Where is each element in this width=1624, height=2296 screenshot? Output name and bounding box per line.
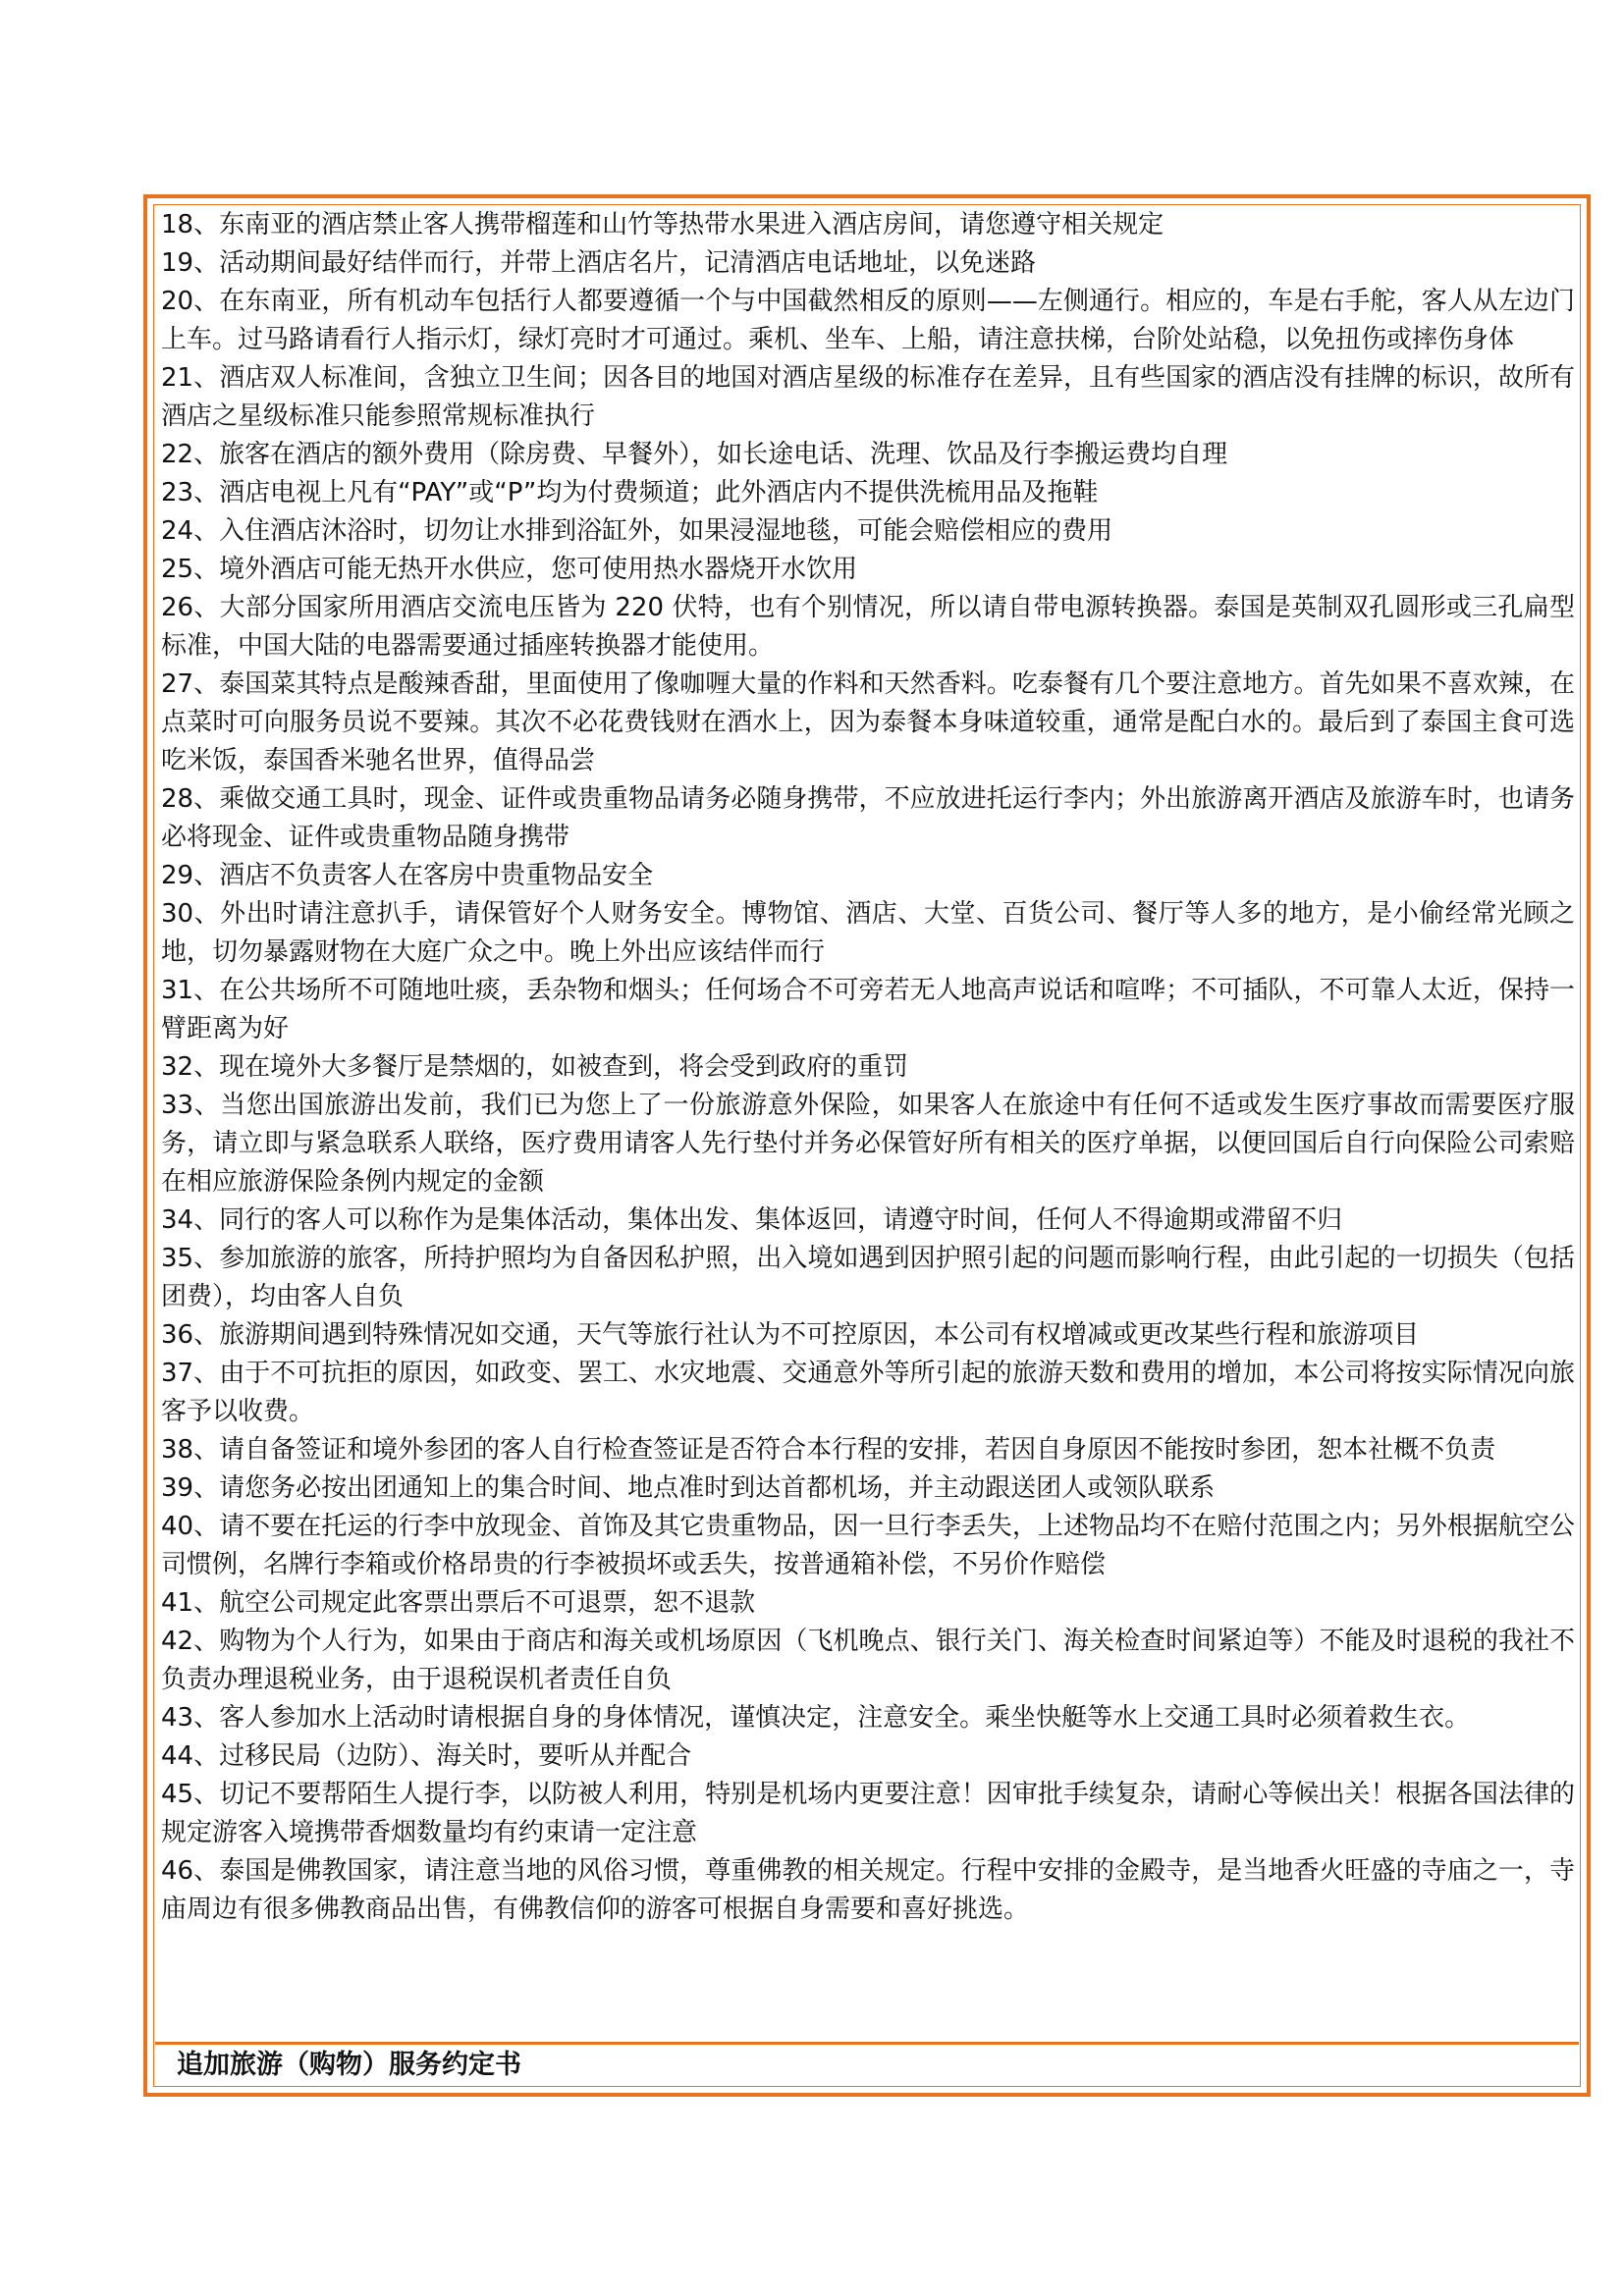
notice-item-38: 38、请自备签证和境外参团的客人自行检查签证是否符合本行程的安排，若因自身原因不能按时参团，恕本社概不负责 — [161, 1435, 1496, 1465]
notice-item-32: 32、现在境外大多餐厅是禁烟的，如被查到，将会受到政府的重罚 — [161, 1052, 909, 1082]
notice-item-39: 39、请您务必按出团通知上的集合时间、地点准时到达首都机场，并主动跟送团人或领队联系 — [161, 1473, 1216, 1503]
notice-item-44: 44、过移民局（边防）、海关时，要听从并配合 — [161, 1741, 692, 1771]
notice-item-28: 28、乘做交通工具时，现金、证件或贵重物品请务必随身携带，不应放进托运行李内；外出旅游离开酒店及旅游车时，也请务必将现金、证件或贵重物品随身携带 — [161, 784, 1575, 852]
notice-item-43: 43、客人参加水上活动时请根据自身的身体情况，谨慎决定，注意安全。乘坐快艇等水上交通工具时必须着救生衣。 — [161, 1703, 1471, 1733]
notice-item-45: 45、切记不要帮陌生人提行李，以防被人利用，特别是机场内更要注意！因审批手续复杂，请耐心等候出关！根据各国法律的规定游客入境携带香烟数量均有约束请一定注意 — [161, 1780, 1575, 1847]
notice-item-34: 34、同行的客人可以称作为是集体活动，集体出发、集体返回，请遵守时间，任何人不得逾期或滞留不归 — [161, 1205, 1343, 1235]
notice-item-23: 23、酒店电视上凡有“PAY”或“P”均为付费频道；此外酒店内不提供洗梳用品及拖鞋 — [161, 478, 1099, 507]
footer-divider — [155, 2042, 1579, 2045]
notice-item-31: 31、在公共场所不可随地吐痰，丢杂物和烟头；任何场合不可旁若无人地高声说话和喧哗；不可插队，不可靠人太近，保持一臂距离为好 — [161, 976, 1575, 1043]
notice-item-20: 20、在东南亚，所有机动车包括行人都要遵循一个与中国截然相反的原则——左侧通行。相应的，车是右手舵，客人从左边门上车。过马路请看行人指示灯，绿灯亮时才可通过。乘机、坐车、上船，请注意扶梯，台阶处站稳，以免扭伤或摔伤身体 — [161, 287, 1575, 354]
service-agreement-title: 追加旅游（购物）服务约定书 — [177, 2050, 521, 2080]
notice-item-35: 35、参加旅游的旅客，所持护照均为自备因私护照，出入境如遇到因护照引起的问题而影响行程，由此引起的一切损失（包括团费），均由客人自负 — [161, 1244, 1575, 1311]
notice-item-37: 37、由于不可抗拒的原因，如政变、罢工、水灾地震、交通意外等所引起的旅游天数和费用的增加，本公司将按实际情况向旅客予以收费。 — [161, 1359, 1575, 1426]
notice-item-40: 40、请不要在托运的行李中放现金、首饰及其它贵重物品，因一旦行李丢失，上述物品均不在赔付范围之内；另外根据航空公司惯例，名牌行李箱或价格昂贵的行李被损坏或丢失，按普通箱补偿，不另价作赔偿 — [161, 1512, 1575, 1579]
notice-box — [143, 194, 1591, 2097]
notice-item-25: 25、境外酒店可能无热开水供应，您可使用热水器烧开水饮用 — [161, 555, 858, 584]
notice-item-27: 27、泰国菜其特点是酸辣香甜，里面使用了像咖喱大量的作料和天然香料。吃泰餐有几个要注意地方。首先如果不喜欢辣，在点菜时可向服务员说不要辣。其次不必花费钱财在酒水上，因为泰餐本身味道较重，通常是配白水的。最后到了泰国主食可选吃米饭，泰国香米驰名世界，值得品尝 — [161, 669, 1575, 775]
notice-item-36: 36、旅游期间遇到特殊情况如交通，天气等旅行社认为不可控原因，本公司有权增减或更改某些行程和旅游项目 — [161, 1320, 1420, 1350]
notice-item-22: 22、旅客在酒店的额外费用（除房费、早餐外），如长途电话、洗理、饮品及行李搬运费均自理 — [161, 440, 1228, 469]
notice-list — [161, 206, 1575, 1929]
notice-item-30: 30、外出时请注意扒手，请保管好个人财务安全。博物馆、酒店、大堂、百货公司、餐厅等人多的地方，是小偷经常光顾之地，切勿暴露财物在大庭广众之中。晚上外出应该结伴而行 — [161, 899, 1575, 967]
notice-item-29: 29、酒店不负责客人在客房中贵重物品安全 — [161, 861, 654, 890]
notice-item-19: 19、活动期间最好结伴而行，并带上酒店名片，记清酒店电话地址，以免迷路 — [161, 248, 1037, 278]
notice-item-24: 24、入住酒店沐浴时，切勿让水排到浴缸外，如果浸湿地毯，可能会赔偿相应的费用 — [161, 516, 1113, 546]
notice-item-42: 42、购物为个人行为，如果由于商店和海关或机场原因（飞机晚点、银行关门、海关检查时间紧迫等）不能及时退税的我社不负责办理退税业务，由于退税误机者责任自负 — [161, 1627, 1575, 1694]
notice-item-33: 33、当您出国旅游出发前，我们已为您上了一份旅游意外保险，如果客人在旅途中有任何不适或发生医疗事故而需要医疗服务，请立即与紧急联系人联络，医疗费用请客人先行垫付并务必保管好所有相关的医疗单据，以便回国后自行向保险公司索赔在相应旅游保险条例内规定的金额 — [161, 1091, 1575, 1197]
notice-item-21: 21、酒店双人标准间，含独立卫生间；因各目的地国对酒店星级的标准存在差异，且有些国家的酒店没有挂牌的标识，故所有酒店之星级标准只能参照常规标准执行 — [161, 363, 1575, 431]
notice-item-46: 46、泰国是佛教国家，请注意当地的风俗习惯，尊重佛教的相关规定。行程中安排的金殿寺，是当地香火旺盛的寺庙之一，寺庙周边有很多佛教商品出售，有佛教信仰的游客可根据自身需要和喜好挑选。 — [161, 1856, 1575, 1924]
notice-item-26: 26、大部分国家所用酒店交流电压皆为 220 伏特，也有个别情况，所以请自带电源转换器。泰国是英制双孔圆形或三孔扁型标准，中国大陆的电器需要通过插座转换器才能使用。 — [161, 593, 1575, 661]
notice-item-18: 18、东南亚的酒店禁止客人携带榴莲和山竹等热带水果进入酒店房间，请您遵守相关规定 — [161, 210, 1164, 240]
notice-item-41: 41、航空公司规定此客票出票后不可退票，恕不退款 — [161, 1588, 756, 1618]
